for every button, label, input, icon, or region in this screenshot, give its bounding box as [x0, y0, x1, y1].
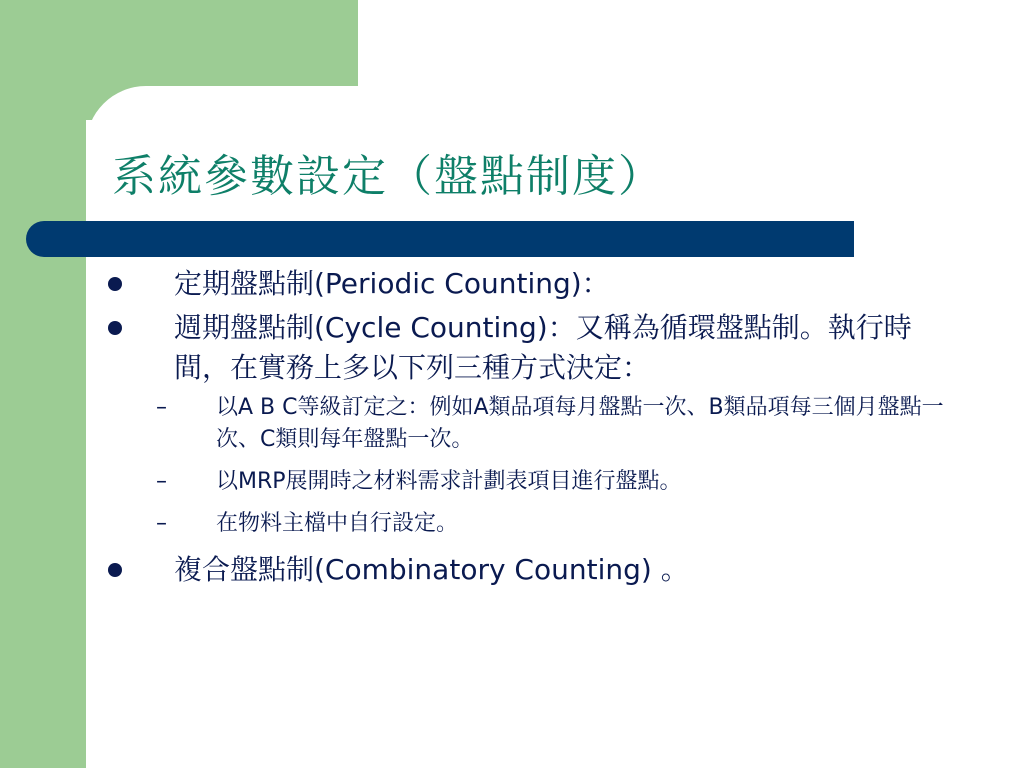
sub-item-text: 以MRP展開時之材料需求計劃表項目進行盤點。	[216, 469, 682, 494]
green-side-band	[0, 0, 86, 768]
bullet-dot-icon	[108, 563, 122, 577]
bullet-text: 週期盤點制(Cycle Counting)：又稱為循環盤點制。執行時間，在實務上多以下列三種方式決定：	[174, 311, 912, 384]
sub-item-text: 在物料主檔中自行設定。	[216, 511, 459, 536]
dash-bullet-icon: –	[156, 395, 167, 420]
dash-bullet-icon: –	[156, 511, 167, 536]
bullet-dot-icon	[108, 277, 122, 291]
slide-body	[106, 264, 986, 594]
sub-item-text: 以A B C等級訂定之：例如A類品項每月盤點一次、B類品項每三個月盤點一次、C類則每年盤點一次。	[216, 395, 944, 452]
bullet-item-combinatory	[106, 550, 934, 590]
bullet-dot-icon	[108, 321, 122, 335]
sub-item-abc	[106, 392, 976, 456]
bullet-item-cycle	[106, 308, 934, 388]
title-underline-bar	[26, 221, 854, 257]
sub-item-mrp	[106, 466, 976, 498]
bullet-text: 定期盤點制(Periodic Counting)：	[174, 267, 610, 300]
slide-title: 系統參數設定（盤點制度）	[112, 151, 664, 202]
bullet-item-periodic	[106, 264, 934, 304]
sub-item-master	[106, 508, 976, 540]
dash-bullet-icon: –	[156, 469, 167, 494]
bullet-text: 複合盤點制(Combinatory Counting) 。	[174, 553, 689, 586]
